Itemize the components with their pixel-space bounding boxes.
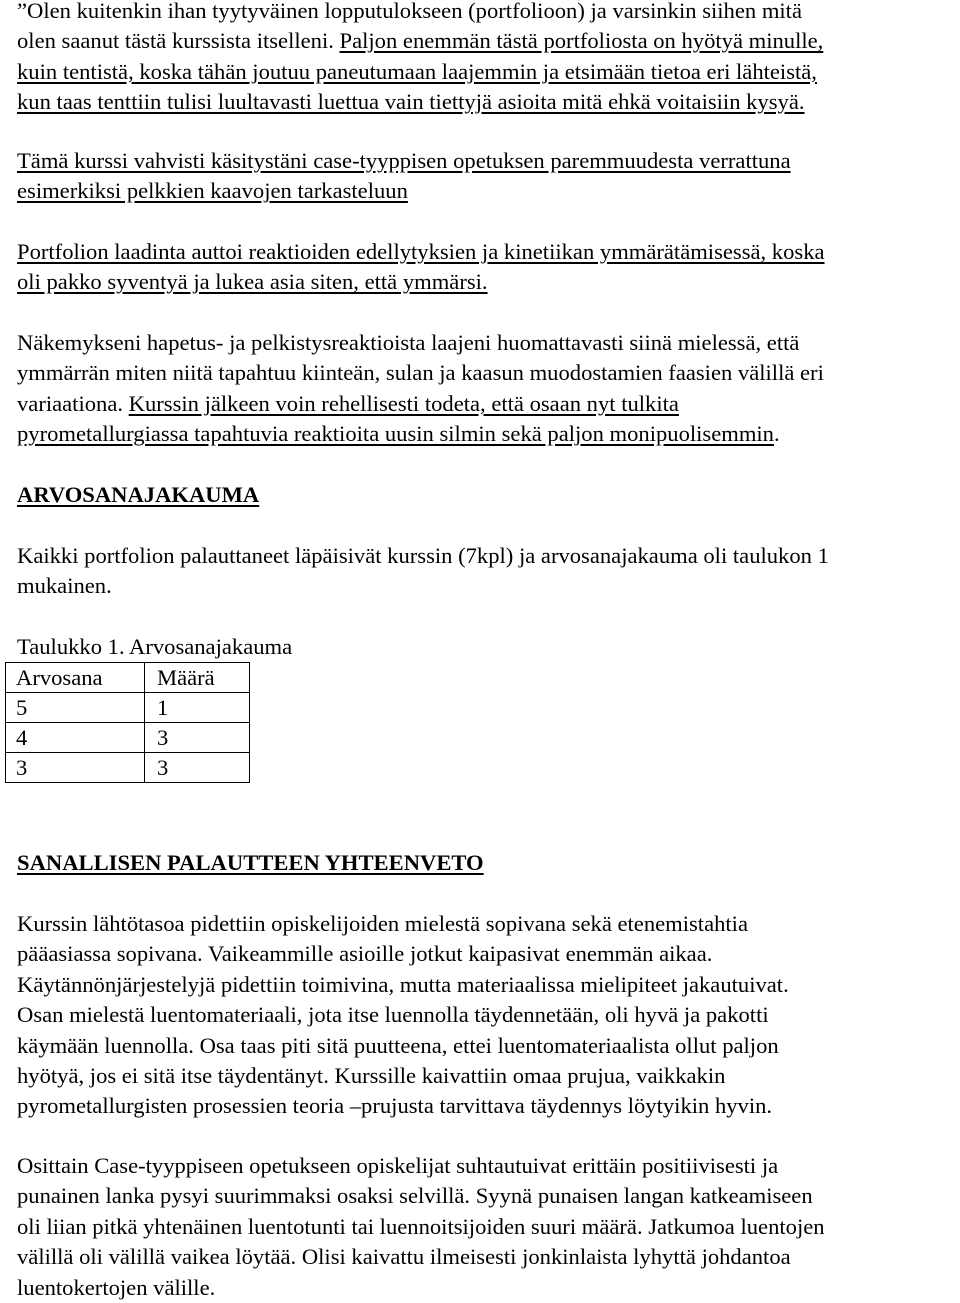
quote-underlined-line: kuin tentistä, koska tähän joutuu paneutumaan laajemmin ja etsimään tietoa eri lähteistä, [17, 58, 817, 84]
table-cell: 3 [6, 753, 145, 783]
feedback-summary-heading: SANALLISEN PALAUTTEEN YHTEENVETO [17, 850, 484, 875]
paragraph-underlined-text: Kurssin jälkeen voin rehellisesti todeta, että osaan nyt tulkita [128, 390, 679, 416]
paragraph-line: Osittain Case-tyyppiseen opetukseen opiskelijat suhtautuivat erittäin positiivisesti ja [17, 1153, 779, 1178]
student-quote [17, 0, 960, 118]
paragraph-line: hyötyä, jos ei sitä itse täydentänyt. Kurssille kaivattiin omaa prujua, vaikkakin [17, 1063, 726, 1089]
table-header-cell: Määrä [145, 663, 250, 693]
quote-underlined-text: Paljon enemmän tästä portfoliosta on hyötyä minulle, [339, 28, 824, 54]
table-cell: 4 [6, 723, 145, 753]
paragraph-line: Käytännönjärjestelyjä pidettiin toimivina, mutta materiaalissa mielipiteet jakautuivat. [17, 971, 789, 997]
table-row [6, 753, 250, 783]
table-cell: 5 [6, 693, 145, 723]
quote-line: ”Olen kuitenkin ihan tyytyväinen lopputulokseen (portfolioon) ja varsinkin siihen mitä [17, 0, 802, 23]
portfolio-paragraph [17, 237, 960, 298]
paragraph-line: oli pakko syventyä ja lukea asia siten, että ymmärsi. [17, 269, 488, 295]
paragraph-line: esimerkiksi pelkkien kaavojen tarkasteluun [17, 178, 408, 204]
grade-distribution-heading: ARVOSANAJAKAUMA [17, 482, 260, 507]
paragraph-line: pääasiassa sopivana. Vaikeammille asioille jotkut kaipasivat enemmän aikaa. [17, 941, 713, 967]
quote-line [17, 26, 960, 56]
table-caption: Taulukko 1. Arvosanajakauma [17, 634, 293, 659]
feedback-paragraph-1 [17, 909, 960, 1122]
paragraph-underlined-text: pyrometallurgiassa tapahtuvia reaktioita uusin silmin sekä paljon monipuolisemmin [17, 421, 774, 447]
paragraph-line: Kaikki portfolion palauttaneet läpäisivät kurssin (7kpl) ja arvosanajakauma oli taulukon 1 [17, 543, 829, 568]
paragraph-line: Näkemykseni hapetus- ja pelkistysreaktioista laajeni huomattavasti siinä mielessä, että [17, 330, 800, 355]
paragraph-line: Portfolion laadinta auttoi reaktioiden edellytyksien ja kinetiikan ymmärätämisessä, koska [17, 239, 825, 264]
paragraph-line: Kurssin lähtötasoa pidettiin opiskelijoiden mielestä sopivana sekä etenemistahtia [17, 911, 748, 936]
paragraph-line [17, 389, 960, 419]
table-cell: 1 [145, 693, 250, 723]
table-row [6, 723, 250, 753]
feedback-paragraph-2 [17, 1151, 960, 1303]
paragraph-line: punainen lanka pysyi suurimmaksi osaksi selvillä. Syynä punaisen langan katkeamiseen [17, 1183, 813, 1209]
table-row [6, 693, 250, 723]
grade-summary-paragraph [17, 541, 960, 602]
paragraph-text: variaationa. [17, 390, 129, 416]
paragraph-line: oli liian pitkä yhtenäinen luentotunti tai luennoitsijoiden suuri määrä. Jatkumoa luentojen [17, 1213, 825, 1239]
quote-text: olen saanut tästä kurssista itselleni. [17, 28, 340, 54]
paragraph-text: . [773, 421, 780, 447]
paragraph-line: pyrometallurgisten prosessien teoria –prujusta tarvittava täydennys löytyikin hyvin. [17, 1093, 773, 1119]
quote-underlined-line: kun taas tenttiin tulisi luultavasti luettua vain tiettyjä asioita mitä ehkä voitaisiin kysyä. [17, 89, 805, 115]
nakemys-paragraph [17, 328, 960, 450]
paragraph-line: luentokertojen välille. [17, 1274, 216, 1300]
paragraph-line: välillä oli välillä vaikea löytää. Olisi kaivattu ilmeisesti jonkinlaista lyhyttä johdantoa [17, 1244, 791, 1270]
paragraph-line: ymmärrän miten niitä tapahtuu kiinteän, sulan ja kaasun muodostamien faasien välillä eri [17, 360, 824, 386]
paragraph-line [17, 419, 960, 449]
paragraph-line: mukainen. [17, 573, 112, 599]
paragraph-line: Osan mielestä luentomateriaali, jota itse luennolla täydennetään, oli hyvä ja pakotti [17, 1002, 769, 1028]
table-header-cell: Arvosana [6, 663, 145, 693]
table-header-row [6, 663, 250, 693]
table-cell: 3 [145, 753, 250, 783]
table-cell: 3 [145, 723, 250, 753]
paragraph-line: käymään luennolla. Osa taas piti sitä puutteena, ettei luentomateriaalista ollut paljon [17, 1032, 779, 1058]
grade-table [5, 662, 250, 783]
case-paragraph [17, 146, 960, 207]
paragraph-line: Tämä kurssi vahvisti käsitystäni case-tyyppisen opetuksen paremmuudesta verrattuna [17, 148, 791, 173]
